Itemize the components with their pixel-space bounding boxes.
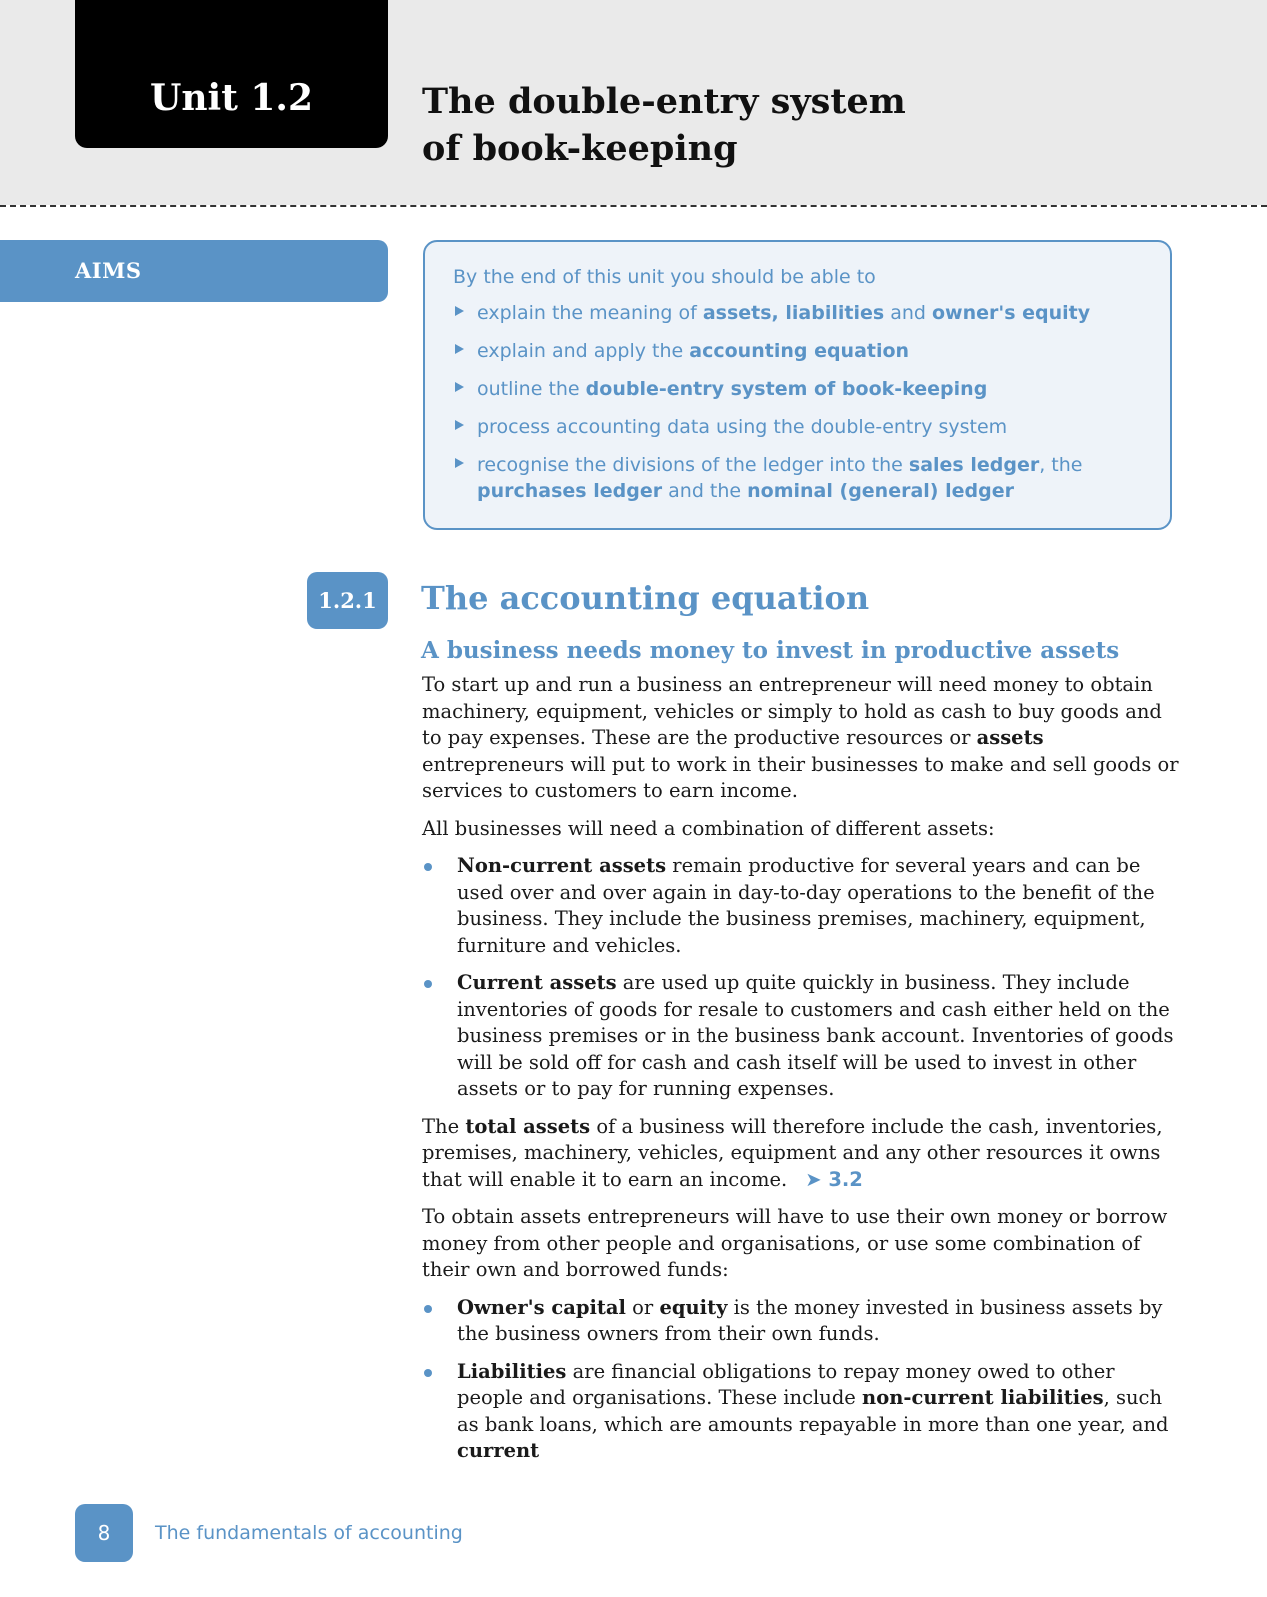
unit-title: [422, 78, 1122, 172]
triangle-bullet-icon: [455, 458, 464, 468]
triangle-bullet-icon: [455, 344, 464, 354]
bullet-dot-icon: [424, 1369, 432, 1377]
section-title: The accounting equation: [421, 579, 870, 617]
list-item: Current assets are used up quite quickly in business. They include inventories of goods for resale to customers and cash either held on the business premises or in the business bank account. Inventories of goods will be sold off for cash and cash itself will be used to invest in other assets or to pay for running expenses.: [422, 970, 1182, 1103]
paragraph: The total assets of a business will therefore include the cash, inventories, premises, machinery, vehicles, equipment and any other resources it owns that will enable it to earn an income. ➤ 3.2: [422, 1114, 1163, 1191]
aims-item: explain and apply the accounting equation: [453, 338, 1144, 364]
list-item: Owner's capital or equity is the money invested in business assets by the business owners from their own funds.: [422, 1295, 1182, 1348]
body-text: [422, 672, 1182, 1476]
section-number-badge: 1.2.1: [307, 572, 388, 629]
triangle-bullet-icon: [455, 382, 464, 392]
aims-item: outline the double-entry system of book-keeping: [453, 376, 1144, 402]
bullet-dot-icon: [424, 980, 432, 988]
aims-item: process accounting data using the double-entry system: [453, 414, 1144, 440]
cross-reference-link[interactable]: ➤ 3.2: [805, 1167, 863, 1191]
footer-book-title: The fundamentals of accounting: [155, 1522, 463, 1544]
unit-tab: [75, 0, 388, 148]
header-divider: [0, 205, 1267, 207]
paragraph: To obtain assets entrepreneurs will have to use their own money or borrow money from other people and organisations, or use some combination of their own and borrowed funds:: [422, 1205, 1168, 1281]
aims-tab: [0, 240, 388, 302]
bullet-dot-icon: [424, 863, 432, 871]
triangle-bullet-icon: [455, 306, 464, 316]
unit-title-line2: of book-keeping: [422, 128, 738, 169]
list-item: Non-current assets remain productive for several years and can be used over and over again in day-to-day operations to the benefit of the business. They include the business premises, machinery, equipment, furniture and vehicles.: [422, 853, 1182, 959]
section-subheading: A business needs money to invest in productive assets: [421, 637, 1120, 664]
aims-intro: By the end of this unit you should be able to: [453, 266, 876, 288]
aims-label: AIMS: [75, 258, 142, 283]
aims-item: explain the meaning of assets, liabilities and owner's equity: [453, 300, 1144, 326]
aims-list: [453, 300, 1144, 504]
aims-item: recognise the divisions of the ledger into the sales ledger, the purchases ledger and the nominal (general) ledger: [453, 452, 1144, 504]
paragraph: To start up and run a business an entrepreneur will need money to obtain machinery, equipment, vehicles or simply to hold as cash to buy goods and to pay expenses. These are the productive resources or assets entrepreneurs will put to work in their businesses to make and sell goods or services to customers to earn income.: [422, 673, 1179, 802]
aims-box: [423, 240, 1172, 530]
unit-label: Unit 1.2: [149, 77, 314, 119]
list-item: Liabilities are financial obligations to repay money owed to other people and organisations. These include non-current liabilities, such as bank loans, which are amounts repayable in more than one year, and current: [422, 1359, 1182, 1465]
triangle-bullet-icon: [455, 420, 464, 430]
paragraph: All businesses will need a combination of different assets:: [422, 816, 995, 840]
page-number: 8: [75, 1504, 133, 1562]
unit-title-line1: The double-entry system: [422, 81, 906, 122]
bullet-dot-icon: [424, 1305, 432, 1313]
